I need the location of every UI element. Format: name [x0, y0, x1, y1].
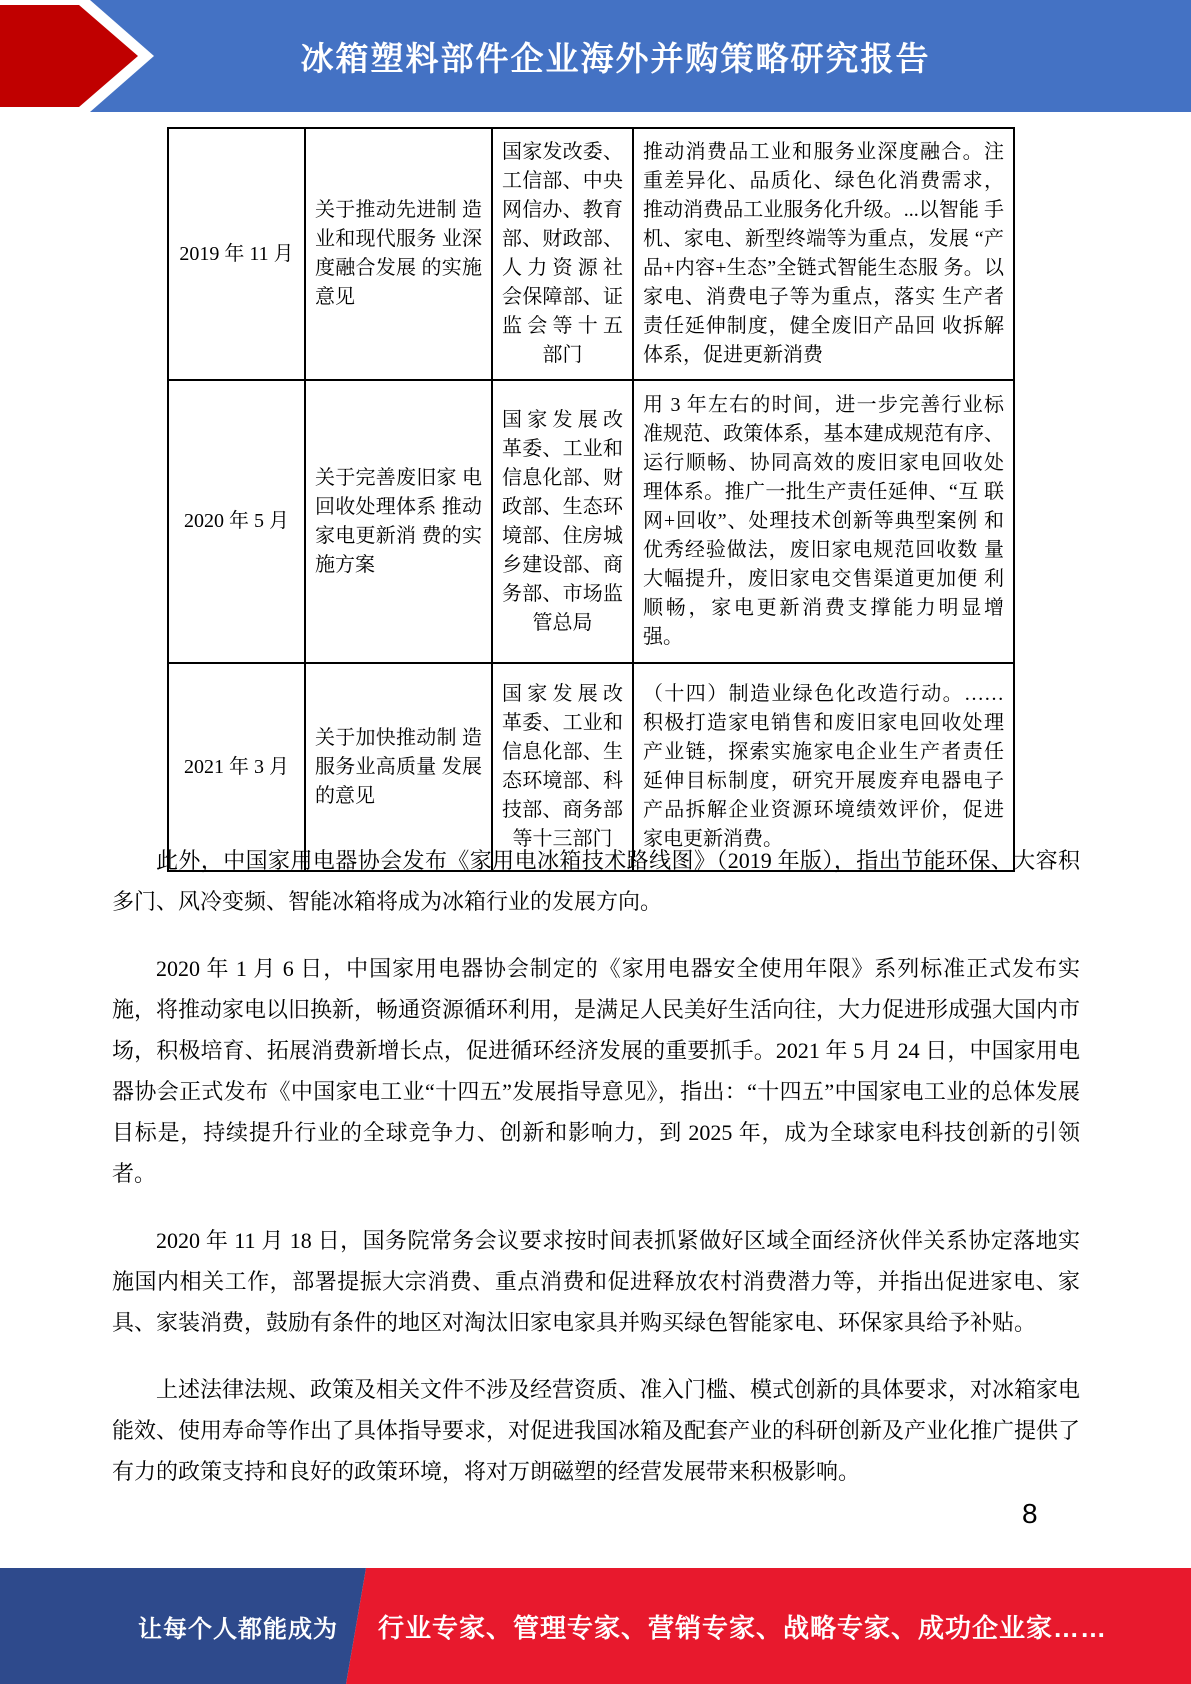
page-number: 8 — [1022, 1498, 1038, 1529]
cell-departments: 国家发改委、工信部、中央网信办、教育部、财政部、人力资源社 会保障部、证 监会等十五 部门 — [492, 128, 633, 380]
footer-slogan-right: 行业专家、管理专家、营销专家、战略专家、成功企业家…… — [378, 1612, 1108, 1643]
cell-date: 2019 年 11 月 — [168, 128, 305, 380]
paragraph: 2020 年 1 月 6 日，中国家用电器协会制定的《家用电器安全使用年限》系列标准正式发布实施，将推动家电以旧换新，畅通资源循环利用，是满足人民美好生活向往，大力促进形成强大国内市场，积极培育、拓展消费新增长点，促进循环经济发展的重要抓手。2021 年 5 月 24 日，中国家用电器协会正式发布《中国家电工业“十四五”发展指导意见》，指出：“十四五”中国家电工业的总体发展目标是，持续提升行业的全球竞争力、创新和影响力，到 2025 年，成为全球家电科技创新的引领者。 — [112, 956, 1081, 1186]
page-footer-banner — [0, 1568, 1191, 1684]
cell-departments: 国家发展改 革委、工业和 信息化部、生 态环境部、科 技部、商务部 等十三部门 — [492, 663, 633, 871]
paragraph: 上述法律法规、政策及相关文件不涉及经营资质、准入门槛、模式创新的具体要求，对冰箱家电能效、使用寿命等作出了具体指导要求，对促进我国冰箱及配套产业的科研创新及产业化推广提供了有力的政策支持和良好的政策环境，将对万朗磁塑的经营发展带来积极影响。 — [112, 1377, 1081, 1484]
cell-date: 2021 年 3 月 — [168, 663, 305, 871]
page-header-banner — [0, 0, 1191, 112]
cell-content: 推动消费品工业和服务业深度融合。注 重差异化、品质化、绿色化消费需求， 推动消费品工业服务化升级。...以智能 手机、家电、新型终端等为重点，发展 “产品+内容+生态”全链式智能生态服 务。以家电、消费电子等为重点，落实 生产者责任延伸制度，健全废旧产品回 收拆解体系，促进更新消费 — [633, 128, 1014, 380]
paragraph: 2020 年 11 月 18 日，国务院常务会议要求按时间表抓紧做好区域全面经济伙伴关系协定落地实施国内相关工作，部署提振大宗消费、重点消费和促进释放农村消费潜力等，并指出促进家电、家具、家装消费，鼓励有条件的地区对淘汰旧家电家具并购买绿色智能家电、环保家具给予补贴。 — [112, 1228, 1080, 1335]
cell-policy: 关于推动先进制 造业和现代服务 业深度融合发展 的实施意见 — [305, 128, 492, 380]
cell-policy: 关于加快推动制 造服务业高质量 发展的意见 — [305, 663, 492, 871]
cell-policy: 关于完善废旧家 电回收处理体系 推动家电更新消 费的实施方案 — [305, 380, 492, 663]
cell-date: 2020 年 5 月 — [168, 380, 305, 663]
policy-table — [167, 127, 1015, 872]
table-row — [168, 128, 1014, 380]
paragraph: 此外，中国家用电器协会发布《家用电冰箱技术路线图》（2019 年版），指出节能环保、大容积多门、风冷变频、智能冰箱将成为冰箱行业的发展方向。 — [112, 848, 1080, 914]
body-text — [112, 840, 1080, 1518]
report-title: 冰箱塑料部件企业海外并购策略研究报告 — [300, 39, 931, 77]
footer-slogan-left: 让每个人都能成为 — [138, 1615, 338, 1643]
table-row — [168, 380, 1014, 663]
cell-departments: 国家发展改 革委、工业和 信息化部、财 政部、生态环 境部、住房城 乡建设部、商 务部、市场监 管总局 — [492, 380, 633, 663]
red-arrow-icon — [0, 0, 200, 112]
cell-content: 用 3 年左右的时间，进一步完善行业标 准规范、政策体系，基本建成规范有序、 运行顺畅、协同高效的废旧家电回收处 理体系。推广一批生产责任延伸、“互 联网+回收”、处理技术创新等典型案例 和优秀经验做法，废旧家电规范回收数 量大幅提升，废旧家电交售渠道更加便 利顺畅，家电更新消费支撑能力明显增 强。 — [633, 380, 1014, 663]
cell-content: （十四）制造业绿色化改造行动。…… 积极打造家电销售和废旧家电回收处理 产业链，探索实施家电企业生产者责任 延伸目标制度，研究开展废弃电器电子 产品拆解企业资源环境绩效评价，促进 家电更新消费。 — [633, 663, 1014, 871]
